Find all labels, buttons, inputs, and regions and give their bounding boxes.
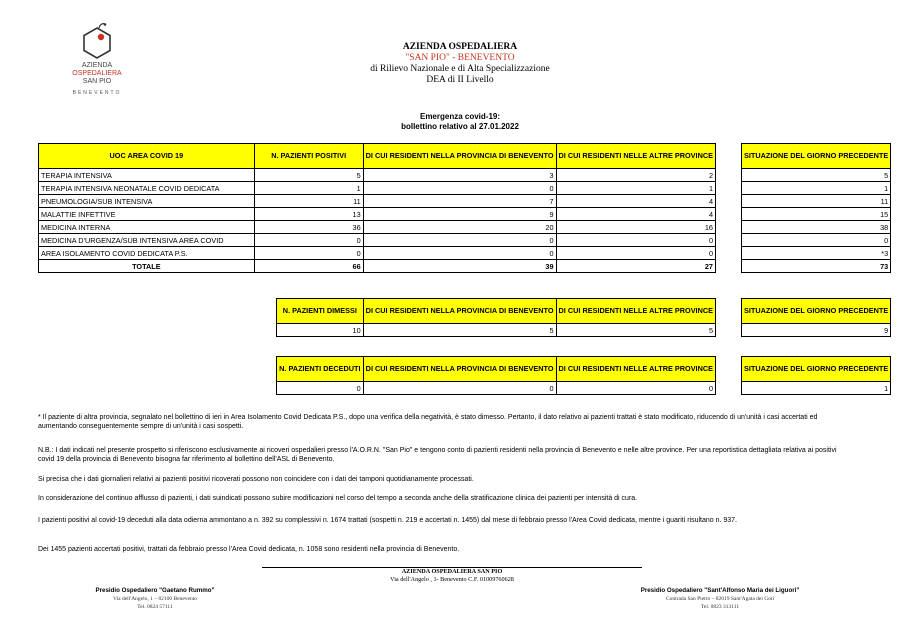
header-uoc: UOC AREA COVID 19: [39, 144, 255, 169]
row-positivi: 11: [254, 195, 363, 208]
header-dimessi: N. PAZIENTI DIMESSI: [277, 299, 364, 324]
deceduti-prec-value: 1: [742, 382, 891, 395]
prev-value: 5: [742, 169, 891, 182]
row-name: PNEUMOLOGIA/SUB INTENSIVA: [39, 195, 255, 208]
header-dimessi-prec: SITUAZIONE DEL GIORNO PRECEDENTE: [742, 299, 891, 324]
row-altre: 0: [556, 247, 715, 260]
dimessi-altre-value: 5: [556, 324, 715, 337]
header-title: AZIENDA OSPEDALIERA: [402, 42, 518, 52]
row-bn: 7: [363, 195, 556, 208]
header-dimessi-bn: DI CUI RESIDENTI NELLA PROVINCIA DI BENEVENTO: [363, 299, 556, 324]
row-name: TERAPIA INTENSIVA NEONATALE COVID DEDICATA: [39, 182, 255, 195]
header-line4: DEA di II Livello: [426, 75, 494, 85]
deceduti-altre-value: 0: [556, 382, 715, 395]
dimessi-table: [276, 298, 716, 337]
dimessi-prec-value: 9: [742, 324, 891, 337]
row-altre: 0: [556, 234, 715, 247]
table-row: [39, 208, 716, 221]
header-deceduti-altre: DI CUI RESIDENTI NELLE ALTRE PROVINCE: [556, 357, 715, 382]
row-positivi: 36: [254, 221, 363, 234]
note-afflusso: In considerazione del continuo afflusso di pazienti, i dati suindicati possono subire modificazioni nel corso del tempo a seconda anche della stratificazione clinica dei pazienti per intensità di cura.: [38, 495, 638, 502]
note-deceduti: I pazienti positivi al covid-19 deceduti alla data odierna ammontano a n. 392 su complessivi n. 1674 trattati (sospetti n. 219 e accertati n. 1455) dal mese di febbraio presso l'Area Covid dedicata, mentre i guariti risultano n. 937.: [38, 517, 738, 524]
row-name: AREA ISOLAMENTO COVID DEDICATA P.S.: [39, 247, 255, 260]
header-line3: di Rilievo Nazionale e di Alta Specializzazione: [370, 64, 550, 74]
header-positivi: N. PAZIENTI POSITIVI: [254, 144, 363, 169]
footer-center-title: AZIENDA OSPEDALIERA SAN PIO: [401, 568, 503, 575]
dimessi-bn-value: 5: [363, 324, 556, 337]
header-deceduti-bn: DI CUI RESIDENTI NELLA PROVINCIA DI BENEVENTO: [363, 357, 556, 382]
row-bn: 0: [363, 247, 556, 260]
footer-left-address: Via dell'Angelo, 1 – 82100 Benevento: [112, 596, 198, 602]
row-bn: 9: [363, 208, 556, 221]
table-row: [39, 195, 716, 208]
row-bn: 0: [363, 234, 556, 247]
note-tamponi: Si precisa che i dati giornalieri relativi ai pazienti positivi ricoverati possono non coincidere con i dati dei tamponi quotidianamente processati.: [38, 476, 474, 483]
total-positivi: 66: [254, 260, 363, 273]
row-altre: 2: [556, 169, 715, 182]
dimessi-value: 10: [277, 324, 364, 337]
row-altre: 16: [556, 221, 715, 234]
total-bn: 39: [363, 260, 556, 273]
header-residenti-bn: DI CUI RESIDENTI NELLA PROVINCIA DI BENEVENTO: [363, 144, 556, 169]
prev-value: *3: [742, 247, 891, 260]
row-name: MEDICINA D'URGENZA/SUB INTENSIVA AREA COVID: [39, 234, 255, 247]
header-deceduti: N. PAZIENTI DECEDUTI: [277, 357, 364, 382]
deceduti-previous-table: [741, 356, 891, 395]
prev-value: 11: [742, 195, 891, 208]
hospital-logo: [62, 22, 132, 107]
header-subtitle: "SAN PIO" - BENEVENTO: [405, 53, 515, 63]
total-label: TOTALE: [39, 260, 255, 273]
footer-left-title: Presidio Ospedaliero "Gaetano Rummo": [95, 587, 215, 594]
row-bn: 3: [363, 169, 556, 182]
row-bn: 0: [363, 182, 556, 195]
prev-value: 1: [742, 182, 891, 195]
footer-right-tel: Tel. 0823 313111: [700, 604, 740, 610]
row-positivi: 0: [254, 247, 363, 260]
hexagon-logo-icon: [80, 22, 114, 62]
deceduti-bn-value: 0: [363, 382, 556, 395]
logo-line3: SAN PIO: [82, 78, 112, 85]
footer-left: [60, 587, 250, 611]
note-residenti: Dei 1455 pazienti accertati positivi, trattati da febbraio presso l'Area Covid dedicata, n. 1058 sono residenti nella provincia di Benevento.: [38, 546, 460, 553]
table-row: [39, 182, 716, 195]
bulletin-date: bollettino relativo al 27.01.2022: [401, 122, 519, 131]
table-row: [39, 247, 716, 260]
bulletin-line1: Emergenza covid-19:: [419, 112, 501, 121]
prev-total: 73: [742, 260, 891, 273]
deceduti-value: 0: [277, 382, 364, 395]
main-table: [38, 143, 716, 273]
footer-center-address: Via dell'Angelo , 1- Benevento C.F. 01009760628: [390, 576, 514, 583]
prev-value: 38: [742, 221, 891, 234]
row-altre: 4: [556, 195, 715, 208]
table-row: [39, 169, 716, 182]
logo-line1: AZIENDA: [81, 62, 113, 69]
header-precedente: SITUAZIONE DEL GIORNO PRECEDENTE: [742, 144, 891, 169]
row-positivi: 5: [254, 169, 363, 182]
table-row: [39, 234, 716, 247]
logo-city: BENEVENTO: [72, 90, 122, 96]
footer-center: [300, 568, 604, 584]
row-altre: 4: [556, 208, 715, 221]
row-name: MEDICINA INTERNA: [39, 221, 255, 234]
header-residenti-altre: DI CUI RESIDENTI NELLE ALTRE PROVINCE: [556, 144, 715, 169]
main-previous-table: [741, 143, 891, 273]
total-row: [39, 260, 716, 273]
logo-line2: OSPEDALIERA: [72, 70, 122, 77]
row-name: TERAPIA INTENSIVA: [39, 169, 255, 182]
row-positivi: 0: [254, 234, 363, 247]
note-nb: N.B.: I dati indicati nel presente prospetto si riferiscono esclusivamente ai ricoveri ospedalieri presso l'A.O.R.N. "San Pio" e tengono conto di pazienti residenti nella provincia di Benevento e nelle altre province. Per una reportistica dettagliata relativa ai positivi covid 19 della provincia di Benevento bisogna far riferimento al bollettino dell'ASL di Benevento.: [38, 447, 837, 463]
total-altre: 27: [556, 260, 715, 273]
row-altre: 1: [556, 182, 715, 195]
footer-left-tel: Tel. 0824 57111: [137, 604, 173, 610]
bulletin-subtitle: [280, 112, 640, 132]
row-positivi: 13: [254, 208, 363, 221]
row-bn: 20: [363, 221, 556, 234]
footer-right-title: Presidio Ospedaliero "Sant'Alfonso Maria dei Liguori": [640, 587, 800, 594]
footer-right: [600, 587, 840, 611]
table-row: [39, 221, 716, 234]
prev-value: 0: [742, 234, 891, 247]
header-dimessi-altre: DI CUI RESIDENTI NELLE ALTRE PROVINCE: [556, 299, 715, 324]
header-deceduti-prec: SITUAZIONE DEL GIORNO PRECEDENTE: [742, 357, 891, 382]
document-header: [280, 42, 640, 86]
note-asterisk: * Il paziente di altra provincia, segnalato nel bollettino di ieri in Area Isolamento Covid Dedicata P.S., dopo una verifica della negatività, è stato dimesso. Pertanto, il dato relativo ai pazienti trattati è stato modificato, riducendo di un'unità i casi accertati ed aumentando conseguentemente sempre di un'unità i casi sospetti.: [38, 414, 818, 430]
prev-value: 15: [742, 208, 891, 221]
footer-right-address: Contrada San Pietro – 82019 Sant'Agata dei Goti: [665, 596, 775, 602]
deceduti-table: [276, 356, 716, 395]
row-positivi: 1: [254, 182, 363, 195]
dimessi-previous-table: [741, 298, 891, 337]
row-name: MALATTIE INFETTIVE: [39, 208, 255, 221]
